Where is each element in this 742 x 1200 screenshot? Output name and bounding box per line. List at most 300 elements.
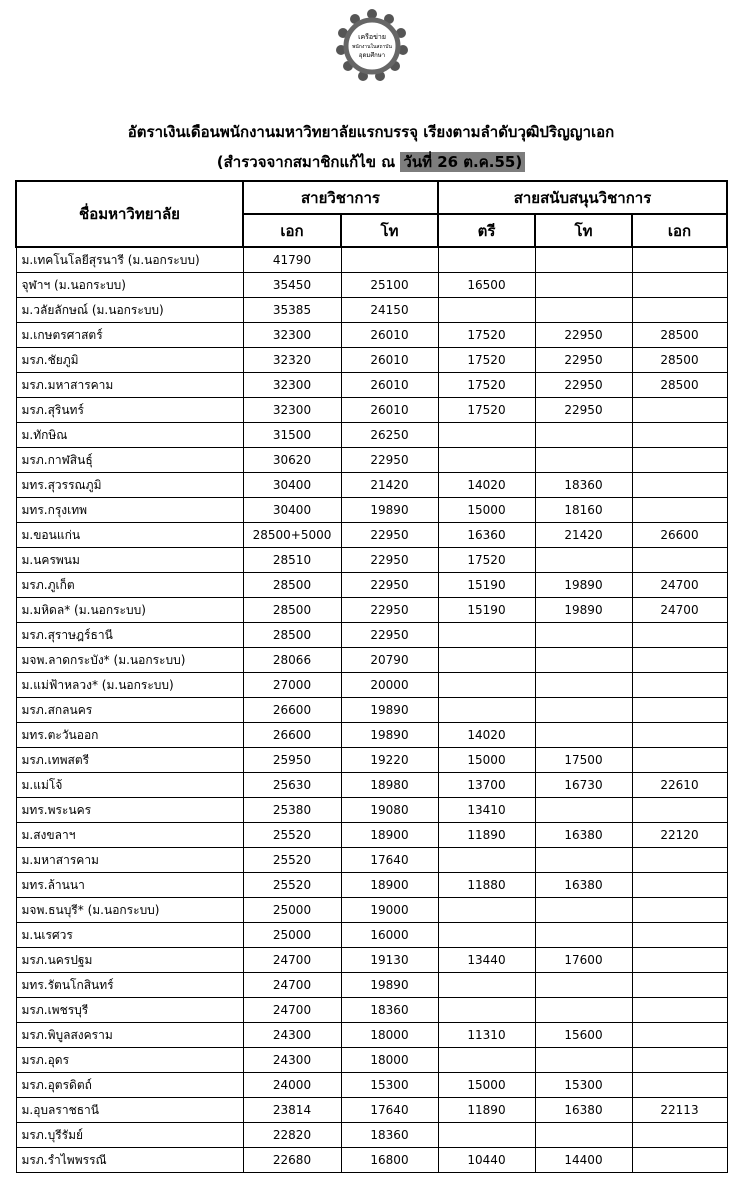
university-name-cell — [16, 448, 243, 473]
support-phd-cell — [632, 473, 727, 498]
university-name: มทร.ล้านนา — [21, 877, 85, 892]
support-master-cell — [535, 623, 632, 648]
support-bachelor-cell: 14020 — [438, 473, 535, 498]
table-row — [16, 873, 727, 898]
academic-master-cell: 22950 — [341, 448, 438, 473]
university-name: มทร.กรุงเทพ — [21, 502, 88, 517]
support-bachelor-cell: 11890 — [438, 823, 535, 848]
table-row — [16, 373, 727, 398]
support-bachelor-cell: 15190 — [438, 573, 535, 598]
academic-phd-cell: 28500 — [243, 623, 341, 648]
support-bachelor-cell: 15000 — [438, 748, 535, 773]
table-row — [16, 523, 727, 548]
support-master-cell: 22950 — [535, 348, 632, 373]
support-phd-cell: 22120 — [632, 823, 727, 848]
support-phd-cell — [632, 448, 727, 473]
support-phd-cell — [632, 548, 727, 573]
university-name-cell — [16, 1098, 243, 1123]
university-name: มจพ.ธนบุรี* — [21, 902, 84, 917]
academic-phd-cell: 22820 — [243, 1123, 341, 1148]
university-name-cell — [16, 748, 243, 773]
table-row — [16, 298, 727, 323]
university-name-cell — [16, 648, 243, 673]
academic-phd-cell: 25520 — [243, 873, 341, 898]
university-name: มรภ.เทพสตรี — [21, 752, 90, 767]
header-academic-master: โท — [341, 214, 438, 247]
support-master-cell — [535, 673, 632, 698]
support-master-cell: 16380 — [535, 1098, 632, 1123]
support-master-cell: 15300 — [535, 1073, 632, 1098]
university-name: มรภ.อุตรดิตถ์ — [21, 1077, 92, 1092]
support-bachelor-cell: 14020 — [438, 723, 535, 748]
university-name: ม.มหาสารคาม — [21, 852, 99, 867]
university-name: ม.วลัยลักษณ์ — [21, 302, 89, 317]
support-master-cell: 16380 — [535, 823, 632, 848]
support-master-cell: 15600 — [535, 1023, 632, 1048]
university-name-cell — [16, 548, 243, 573]
support-master-cell — [535, 973, 632, 998]
table-row — [16, 448, 727, 473]
support-phd-cell — [632, 247, 727, 273]
support-bachelor-cell: 11880 — [438, 873, 535, 898]
support-phd-cell — [632, 1148, 727, 1173]
support-phd-cell: 22113 — [632, 1098, 727, 1123]
support-bachelor-cell: 11310 — [438, 1023, 535, 1048]
academic-phd-cell: 24300 — [243, 1023, 341, 1048]
table-row — [16, 998, 727, 1023]
table-row — [16, 698, 727, 723]
support-master-cell — [535, 273, 632, 298]
university-name-cell — [16, 698, 243, 723]
university-name-cell — [16, 323, 243, 348]
support-master-cell — [535, 998, 632, 1023]
university-name: ม.นเรศวร — [21, 927, 73, 942]
table-row — [16, 1048, 727, 1073]
table-row — [16, 748, 727, 773]
support-master-cell — [535, 898, 632, 923]
academic-master-cell: 18980 — [341, 773, 438, 798]
table-row — [16, 498, 727, 523]
support-master-cell — [535, 548, 632, 573]
academic-master-cell: 17640 — [341, 848, 438, 873]
university-name: ม.แม่ฟ้าหลวง* — [21, 677, 98, 692]
support-bachelor-cell: 15000 — [438, 498, 535, 523]
table-row — [16, 848, 727, 873]
support-bachelor-cell — [438, 1123, 535, 1148]
academic-master-cell: 19890 — [341, 723, 438, 748]
university-name-cell — [16, 873, 243, 898]
support-phd-cell: 28500 — [632, 323, 727, 348]
academic-master-cell: 25100 — [341, 273, 438, 298]
university-name-cell — [16, 573, 243, 598]
table-row — [16, 973, 727, 998]
academic-master-cell: 19080 — [341, 798, 438, 823]
academic-phd-cell: 28510 — [243, 548, 341, 573]
support-master-cell: 19890 — [535, 598, 632, 623]
academic-phd-cell: 28500 — [243, 573, 341, 598]
table-row — [16, 798, 727, 823]
support-bachelor-cell — [438, 848, 535, 873]
academic-master-cell: 18000 — [341, 1048, 438, 1073]
table-row — [16, 623, 727, 648]
academic-master-cell: 18360 — [341, 1123, 438, 1148]
academic-phd-cell: 32300 — [243, 323, 341, 348]
university-name: มรภ.นครปฐม — [21, 952, 93, 967]
academic-master-cell: 21420 — [341, 473, 438, 498]
academic-master-cell: 20000 — [341, 673, 438, 698]
university-name-cell — [16, 1148, 243, 1173]
table-row — [16, 1023, 727, 1048]
university-name: มรภ.ชัยภูมิ — [21, 352, 79, 367]
support-phd-cell: 28500 — [632, 373, 727, 398]
university-name: มรภ.รำไพพรรณี — [21, 1152, 107, 1167]
university-name-cell — [16, 773, 243, 798]
academic-master-cell: 16000 — [341, 923, 438, 948]
table-row — [16, 673, 727, 698]
support-phd-cell — [632, 648, 727, 673]
table-row — [16, 348, 727, 373]
university-name-cell — [16, 473, 243, 498]
support-master-cell: 16730 — [535, 773, 632, 798]
university-name: มทร.ตะวันออก — [21, 727, 99, 742]
page-title: อัตราเงินเดือนพนักงานมหาวิทยาลัยแรกบรรจุ เรียงตามลำดับวุฒิปริญญาเอก — [127, 123, 615, 141]
support-phd-cell — [632, 273, 727, 298]
support-master-cell: 21420 — [535, 523, 632, 548]
university-name-cell — [16, 373, 243, 398]
table-row — [16, 723, 727, 748]
university-name: มรภ.สกลนคร — [21, 702, 93, 717]
support-bachelor-cell — [438, 448, 535, 473]
academic-phd-cell: 22680 — [243, 1148, 341, 1173]
university-name-cell — [16, 598, 243, 623]
university-name-cell — [16, 723, 243, 748]
academic-phd-cell: 32320 — [243, 348, 341, 373]
support-bachelor-cell: 17520 — [438, 398, 535, 423]
table-row — [16, 548, 727, 573]
header-support-bachelor: ตรี — [438, 214, 535, 247]
support-bachelor-cell: 17520 — [438, 548, 535, 573]
support-master-cell: 17500 — [535, 748, 632, 773]
university-name-cell — [16, 973, 243, 998]
academic-master-cell: 20790 — [341, 648, 438, 673]
support-phd-cell: 22610 — [632, 773, 727, 798]
academic-master-cell: 18900 — [341, 823, 438, 848]
academic-master-cell: 22950 — [341, 598, 438, 623]
support-phd-cell — [632, 748, 727, 773]
header-support-phd: เอก — [632, 214, 727, 247]
table-row — [16, 923, 727, 948]
support-bachelor-cell: 13440 — [438, 948, 535, 973]
header-support-master: โท — [535, 214, 632, 247]
academic-phd-cell: 25520 — [243, 823, 341, 848]
header-university-name: ชื่อมหาวิทยาลัย — [16, 181, 243, 247]
university-status-note: (ม.นอกระบบ) — [127, 252, 200, 267]
academic-phd-cell: 24300 — [243, 1048, 341, 1073]
support-bachelor-cell — [438, 998, 535, 1023]
academic-phd-cell: 25630 — [243, 773, 341, 798]
academic-master-cell: 19000 — [341, 898, 438, 923]
university-name: มรภ.มหาสารคาม — [21, 377, 114, 392]
support-bachelor-cell — [438, 973, 535, 998]
support-master-cell — [535, 723, 632, 748]
table-row — [16, 1148, 727, 1173]
academic-phd-cell: 25000 — [243, 923, 341, 948]
support-master-cell — [535, 648, 632, 673]
support-phd-cell — [632, 873, 727, 898]
table-row — [16, 1073, 727, 1098]
academic-master-cell: 26010 — [341, 398, 438, 423]
support-master-cell: 18360 — [535, 473, 632, 498]
support-phd-cell — [632, 298, 727, 323]
page-subtitle — [0, 150, 742, 174]
university-name-cell — [16, 398, 243, 423]
academic-phd-cell: 24700 — [243, 998, 341, 1023]
table-row — [16, 648, 727, 673]
university-name-cell — [16, 1048, 243, 1073]
support-bachelor-cell — [438, 698, 535, 723]
support-phd-cell — [632, 1023, 727, 1048]
support-bachelor-cell: 17520 — [438, 323, 535, 348]
support-bachelor-cell — [438, 648, 535, 673]
support-phd-cell: 24700 — [632, 573, 727, 598]
table-row — [16, 273, 727, 298]
academic-master-cell: 19130 — [341, 948, 438, 973]
support-master-cell: 19890 — [535, 573, 632, 598]
support-master-cell — [535, 698, 632, 723]
university-name-cell — [16, 948, 243, 973]
support-master-cell: 16380 — [535, 873, 632, 898]
support-master-cell — [535, 923, 632, 948]
support-phd-cell — [632, 998, 727, 1023]
university-name-cell — [16, 298, 243, 323]
university-status-note: (ม.นอกระบบ) — [87, 902, 160, 917]
support-master-cell: 22950 — [535, 323, 632, 348]
university-name: จุฬาฯ — [21, 277, 51, 292]
university-name-cell — [16, 498, 243, 523]
table-row — [16, 773, 727, 798]
academic-phd-cell: 30400 — [243, 498, 341, 523]
academic-phd-cell: 25520 — [243, 848, 341, 873]
university-name: มรภ.ภูเก็ต — [21, 577, 75, 592]
academic-master-cell: 26010 — [341, 373, 438, 398]
academic-master-cell: 17640 — [341, 1098, 438, 1123]
university-name: ม.นครพนม — [21, 552, 80, 567]
academic-master-cell: 19890 — [341, 498, 438, 523]
university-name: ม.สงขลาฯ — [21, 827, 76, 842]
support-master-cell — [535, 247, 632, 273]
university-name: มรภ.สุราษฎร์ธานี — [21, 627, 113, 642]
university-name: ม.เทคโนโลยีสุรนารี — [21, 252, 124, 267]
support-phd-cell — [632, 623, 727, 648]
academic-master-cell: 24150 — [341, 298, 438, 323]
academic-master-cell: 19890 — [341, 973, 438, 998]
support-phd-cell — [632, 848, 727, 873]
university-name-cell — [16, 423, 243, 448]
academic-phd-cell: 25950 — [243, 748, 341, 773]
university-status-note: (ม.นอกระบบ) — [54, 277, 126, 292]
support-bachelor-cell: 16360 — [438, 523, 535, 548]
academic-master-cell — [341, 247, 438, 273]
support-phd-cell — [632, 923, 727, 948]
university-name: มทร.พระนคร — [21, 802, 92, 817]
academic-master-cell: 26010 — [341, 348, 438, 373]
university-name-cell — [16, 623, 243, 648]
support-master-cell: 22950 — [535, 398, 632, 423]
support-phd-cell: 24700 — [632, 598, 727, 623]
university-name-cell — [16, 1023, 243, 1048]
academic-phd-cell: 28500 — [243, 598, 341, 623]
support-phd-cell — [632, 898, 727, 923]
table-row — [16, 898, 727, 923]
university-name: ม.มหิดล* — [21, 602, 71, 617]
support-bachelor-cell: 16500 — [438, 273, 535, 298]
academic-phd-cell: 32300 — [243, 373, 341, 398]
support-bachelor-cell: 13700 — [438, 773, 535, 798]
header-academic-phd: เอก — [243, 214, 341, 247]
academic-master-cell: 16800 — [341, 1148, 438, 1173]
academic-master-cell: 22950 — [341, 573, 438, 598]
university-name-cell — [16, 348, 243, 373]
support-phd-cell — [632, 698, 727, 723]
support-master-cell: 14400 — [535, 1148, 632, 1173]
support-bachelor-cell: 10440 — [438, 1148, 535, 1173]
subtitle-prefix: (สำรวจจากสมาชิกแก้ไข ณ — [216, 153, 401, 171]
university-status-note: (ม.นอกระบบ) — [101, 677, 174, 692]
salary-table — [15, 180, 728, 1173]
university-name: ม.เกษตรศาสตร์ — [21, 327, 103, 342]
support-phd-cell — [632, 498, 727, 523]
support-phd-cell — [632, 398, 727, 423]
university-name-cell — [16, 898, 243, 923]
table-body — [16, 247, 727, 1173]
table-row — [16, 573, 727, 598]
academic-phd-cell: 41790 — [243, 247, 341, 273]
table-row — [16, 323, 727, 348]
support-master-cell — [535, 848, 632, 873]
university-name: มทร.รัตนโกสินทร์ — [21, 977, 114, 992]
subtitle-date: วันที่ 26 ต.ค.55) — [400, 152, 525, 172]
academic-phd-cell: 23814 — [243, 1098, 341, 1123]
university-name-cell — [16, 848, 243, 873]
support-bachelor-cell: 15000 — [438, 1073, 535, 1098]
table-row — [16, 1098, 727, 1123]
academic-master-cell: 19220 — [341, 748, 438, 773]
academic-phd-cell: 30400 — [243, 473, 341, 498]
academic-phd-cell: 26600 — [243, 698, 341, 723]
support-phd-cell — [632, 973, 727, 998]
header-academic: สายวิชาการ — [243, 181, 438, 214]
support-bachelor-cell: 13410 — [438, 798, 535, 823]
academic-phd-cell: 35450 — [243, 273, 341, 298]
academic-master-cell: 18000 — [341, 1023, 438, 1048]
university-name: ม.ทักษิณ — [21, 427, 68, 442]
table-row — [16, 473, 727, 498]
academic-phd-cell: 27000 — [243, 673, 341, 698]
table-row — [16, 423, 727, 448]
support-master-cell — [535, 798, 632, 823]
academic-phd-cell: 30620 — [243, 448, 341, 473]
support-phd-cell — [632, 673, 727, 698]
support-master-cell: 18160 — [535, 498, 632, 523]
support-bachelor-cell — [438, 1048, 535, 1073]
university-status-note: (ม.นอกระบบ) — [74, 602, 146, 617]
university-name-cell — [16, 998, 243, 1023]
academic-phd-cell: 28500+5000 — [243, 523, 341, 548]
university-name: มรภ.พิบูลสงคราม — [21, 1027, 113, 1042]
academic-master-cell: 15300 — [341, 1073, 438, 1098]
academic-master-cell: 26250 — [341, 423, 438, 448]
support-master-cell — [535, 423, 632, 448]
university-status-note: (ม.นอกระบบ) — [113, 652, 186, 667]
network-logo — [333, 6, 411, 84]
university-name: มรภ.อุดร — [21, 1052, 70, 1067]
support-master-cell: 22950 — [535, 373, 632, 398]
support-bachelor-cell: 17520 — [438, 348, 535, 373]
support-phd-cell — [632, 798, 727, 823]
support-phd-cell — [632, 723, 727, 748]
academic-phd-cell: 26600 — [243, 723, 341, 748]
university-name-cell — [16, 923, 243, 948]
support-bachelor-cell: 15190 — [438, 598, 535, 623]
academic-master-cell: 18360 — [341, 998, 438, 1023]
support-phd-cell — [632, 948, 727, 973]
university-status-note: (ม.นอกระบบ) — [91, 302, 164, 317]
university-name-cell — [16, 1123, 243, 1148]
support-bachelor-cell — [438, 623, 535, 648]
academic-phd-cell: 24700 — [243, 948, 341, 973]
logo-line-1: เครือข่าย — [358, 33, 386, 41]
support-phd-cell — [632, 1073, 727, 1098]
support-bachelor-cell — [438, 247, 535, 273]
academic-phd-cell: 25000 — [243, 898, 341, 923]
logo-line-2: พนักงานในสถาบัน — [352, 44, 392, 50]
support-master-cell — [535, 1048, 632, 1073]
support-bachelor-cell: 17520 — [438, 373, 535, 398]
table-row — [16, 948, 727, 973]
academic-phd-cell: 28066 — [243, 648, 341, 673]
university-name: มจพ.ลาดกระบัง* — [21, 652, 110, 667]
academic-phd-cell: 35385 — [243, 298, 341, 323]
support-phd-cell — [632, 1123, 727, 1148]
academic-master-cell: 26010 — [341, 323, 438, 348]
academic-phd-cell: 24700 — [243, 973, 341, 998]
academic-phd-cell: 31500 — [243, 423, 341, 448]
support-bachelor-cell — [438, 898, 535, 923]
university-name: มรภ.กาฬสินธุ์ — [21, 452, 93, 467]
university-name: มรภ.เพชรบุรี — [21, 1002, 89, 1017]
university-name-cell — [16, 1073, 243, 1098]
university-name: มทร.สุวรรณภูมิ — [21, 477, 102, 492]
support-phd-cell — [632, 423, 727, 448]
university-name: มรภ.สุรินทร์ — [21, 402, 84, 417]
university-name-cell — [16, 823, 243, 848]
table-row — [16, 1123, 727, 1148]
table-row — [16, 823, 727, 848]
support-bachelor-cell: 11890 — [438, 1098, 535, 1123]
university-name-cell — [16, 673, 243, 698]
header-support: สายสนับสนุนวิชาการ — [438, 181, 727, 214]
support-phd-cell: 28500 — [632, 348, 727, 373]
university-name-cell — [16, 798, 243, 823]
support-master-cell: 17600 — [535, 948, 632, 973]
academic-phd-cell: 32300 — [243, 398, 341, 423]
support-master-cell — [535, 1123, 632, 1148]
support-bachelor-cell — [438, 673, 535, 698]
table-row — [16, 398, 727, 423]
support-bachelor-cell — [438, 423, 535, 448]
academic-phd-cell: 24000 — [243, 1073, 341, 1098]
academic-master-cell: 22950 — [341, 623, 438, 648]
